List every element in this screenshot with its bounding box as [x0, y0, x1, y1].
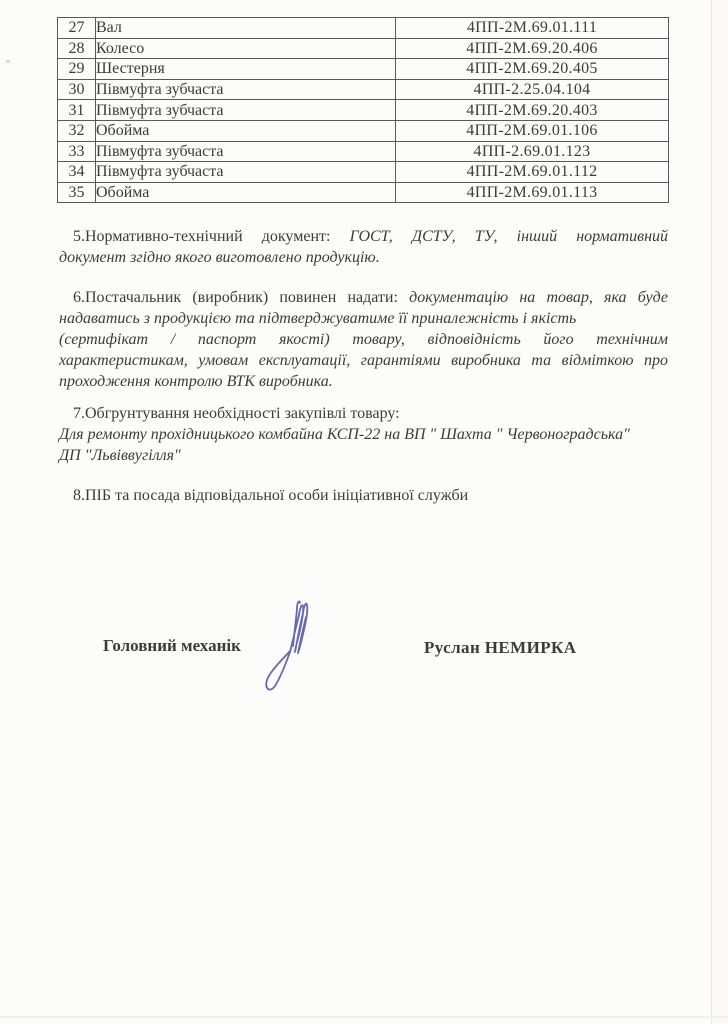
part-code: 4ПП-2М.69.01.113	[396, 182, 669, 203]
part-code: 4ПП-2.69.01.123	[396, 141, 669, 162]
part-code: 4ПП-2.25.04.104	[396, 79, 669, 100]
paragraph-line: ДП "Львіввугілля"	[59, 447, 181, 464]
paragraph-line: (сертифікат / паспорт якості) товару, відповідність його технічним	[59, 331, 668, 348]
section-5-lead: 5.Нормативно-технічний документ:	[73, 228, 331, 245]
part-name: Півмуфта зубчаста	[96, 100, 396, 121]
paragraph-line	[59, 226, 668, 247]
table-row	[58, 18, 669, 39]
section-7-lead: 7.Обгрунтування необхідності закупівлі товару:	[73, 405, 400, 422]
signer-name: Руслан НЕМИРКА	[424, 638, 577, 657]
part-name: Півмуфта зубчаста	[96, 79, 396, 100]
row-number: 29	[58, 59, 96, 80]
part-code: 4ПП-2М.69.20.406	[396, 38, 669, 59]
row-number: 33	[58, 141, 96, 162]
part-name: Вал	[96, 18, 396, 39]
scan-speck	[6, 60, 10, 63]
section-7-purchase-justification	[59, 403, 668, 466]
section-5-normative-document	[59, 226, 668, 268]
page-right-margin-strip	[712, 0, 728, 1024]
part-name: Півмуфта зубчаста	[96, 162, 396, 183]
table-row	[58, 59, 669, 80]
row-number: 32	[58, 120, 96, 141]
part-code: 4ПП-2М.69.20.403	[396, 100, 669, 121]
table-row	[58, 162, 669, 183]
handwritten-signature	[259, 596, 321, 693]
section-8-lead: 8.ПІБ та посада відповідальної особи ініціативної служби	[73, 487, 469, 504]
part-code: 4ПП-2М.69.01.111	[396, 18, 669, 39]
part-name: Колесо	[96, 38, 396, 59]
table-row	[58, 182, 669, 203]
paragraph-line: проходження контролю ВТК виробника.	[59, 373, 333, 390]
table-row	[58, 100, 669, 121]
signer-position-title: Головний механік	[103, 636, 241, 655]
part-name: Обойма	[96, 182, 396, 203]
paragraph-line: характеристикам, умовам експлуатації, гарантіями виробника та відміткою про	[59, 352, 668, 369]
section-8-responsible-person	[59, 485, 668, 506]
part-code: 4ПП-2М.69.01.106	[396, 120, 669, 141]
paragraph-line: документ згідно якого виготовлено продукцію.	[59, 249, 380, 266]
table-row	[58, 141, 669, 162]
paragraph-line: Для ремонту прохідницького комбайна КСП-22 на ВП " Шахта " Червоноградська"	[59, 426, 630, 443]
parts-table	[57, 17, 669, 203]
row-number: 31	[58, 100, 96, 121]
section-6-value: документацію на товар, яка буде	[409, 289, 668, 306]
section-5-value: ГОСТ, ДСТУ, ТУ, інший нормативний	[349, 228, 669, 245]
section-6-lead: 6.Постачальник (виробник) повинен надати:	[73, 289, 398, 306]
part-name: Обойма	[96, 120, 396, 141]
scan-bottom-shade	[0, 1016, 728, 1018]
row-number: 27	[58, 18, 96, 39]
table-row	[58, 38, 669, 59]
part-name: Півмуфта зубчаста	[96, 141, 396, 162]
section-6-supplier-requirements	[59, 287, 668, 392]
part-code: 4ПП-2М.69.20.405	[396, 59, 669, 80]
row-number: 34	[58, 162, 96, 183]
row-number: 35	[58, 182, 96, 203]
paragraph-line	[59, 287, 668, 308]
table-row	[58, 120, 669, 141]
part-code: 4ПП-2М.69.01.112	[396, 162, 669, 183]
part-name: Шестерня	[96, 59, 396, 80]
row-number: 30	[58, 79, 96, 100]
table-row	[58, 79, 669, 100]
scan-edge-line	[711, 0, 712, 1024]
paragraph-line: надаватись з продукцією та підтверджуватиме її приналежність і якість	[59, 310, 577, 327]
row-number: 28	[58, 38, 96, 59]
